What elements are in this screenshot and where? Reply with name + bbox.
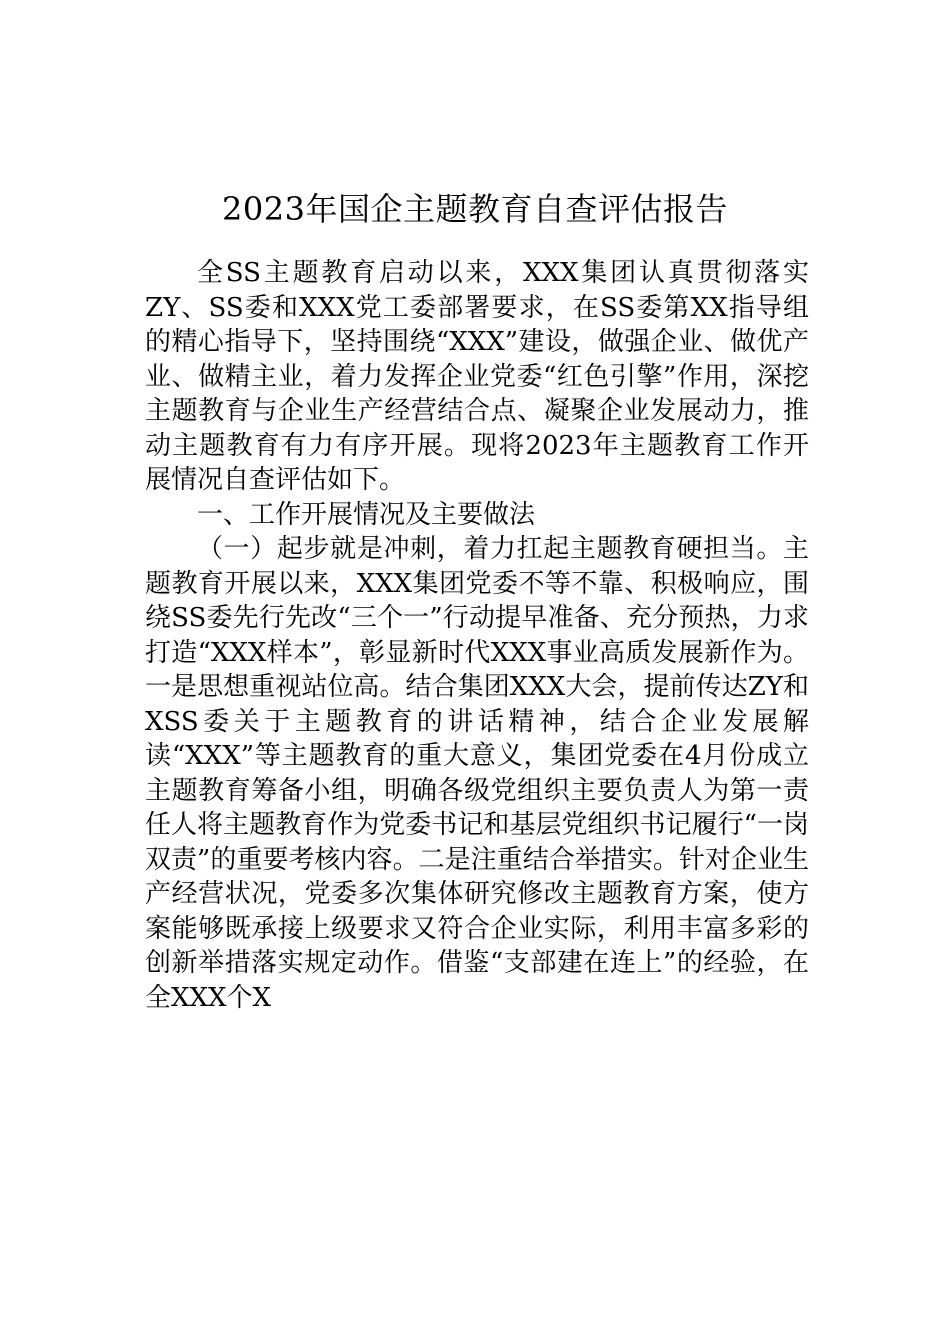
section-heading: 一、工作开展情况及主要做法 <box>197 499 536 530</box>
subsection-paragraph: （一）起步就是冲刺，着力扛起主题教育硬担当。主题教育开展以来，XXX集团党委不等不靠、积极响应，围绕SS委先行先改“三个一”行动提早准备、充分预热，力求打造“XXX样本”，彰显新时代XXX事业高质发展新作为。一是思想重视站位高。结合集团XXX大会，提前传达ZY和XSS委关于主题教育的讲话精神，结合企业发展解读“XXX”等主题教育的重大意义，集团党委在4月份成立主题教育筹备小组，明确各级党组织主要负责人为第一责任人将主题教育作为党委书记和基层党组织书记履行“一岗双责”的重要考核内容。二是注重结合举措实。针对企业生产经营状况，党委多次集体研究修改主题教育方案，使方案能够既承接上级要求又符合企业实际，利用丰富多彩的创新举措落实规定动作。借鉴“支部建在连上”的经验，在全XXX个X <box>145 534 809 1013</box>
document-body <box>145 256 809 1015</box>
document-title: 2023年国企主题教育自查评估报告 <box>222 190 728 229</box>
intro-paragraph: 全SS主题教育启动以来，XXX集团认真贯彻落实ZY、SS委和XXX党工委部署要求，在SS委第XX指导组的精心指导下，坚持围绕“XXX”建设，做强企业、做优产业、做精主业，着力发挥企业党委“红色引擎”作用，深挖主题教育与企业生产经营结合点、凝聚企业发展动力，推动主题教育有力有序开展。现将2023年主题教育工作开展情况自查评估如下。 <box>145 258 809 495</box>
